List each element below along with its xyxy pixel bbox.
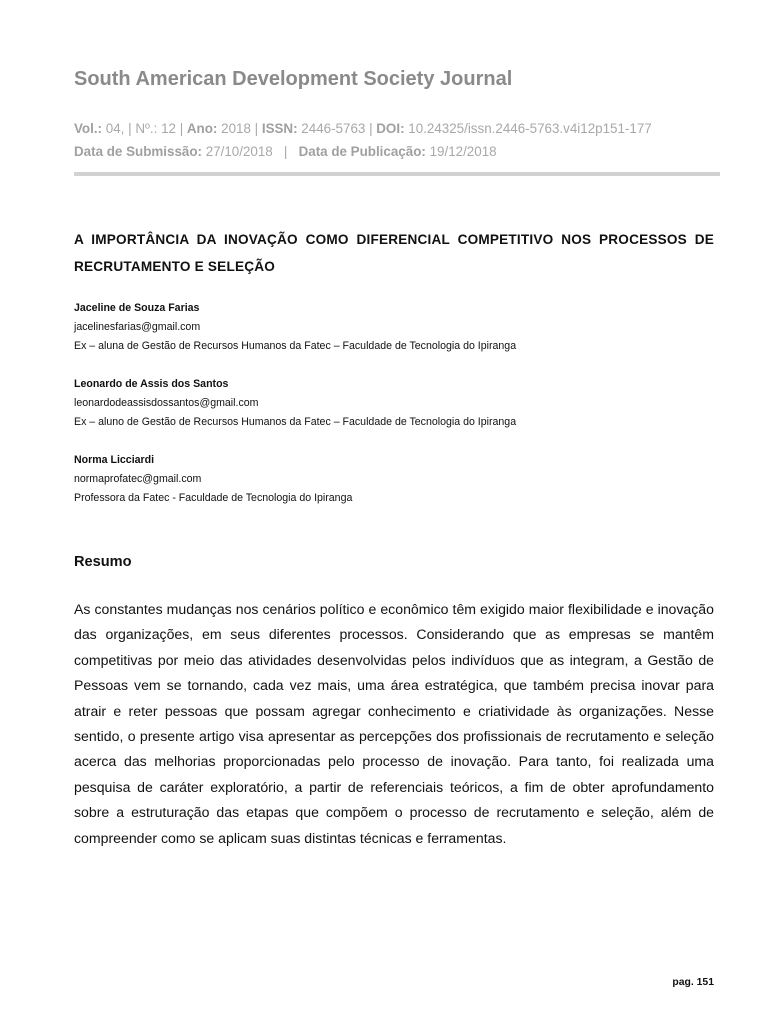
issn-value: 2446-5763 <box>301 121 366 136</box>
abstract-heading: Resumo <box>74 554 132 570</box>
publication-date-label: Data de Publicação: <box>298 144 426 159</box>
dates-meta-line: Data de Submissão: 27/10/2018 | Data de Publicação: 19/12/2018 <box>74 144 497 159</box>
author-affiliation: Ex – aluno de Gestão de Recursos Humanos da Fatec – Faculdade de Tecnologia do Ipiranga <box>74 416 517 428</box>
article-title: A IMPORTÂNCIA DA INOVAÇÃO COMO DIFERENCIAL COMPETITIVO NOS PROCESSOS DE RECRUTAMENTO E SELEÇÃO <box>74 232 714 274</box>
submission-date-value: 27/10/2018 <box>205 144 273 159</box>
paper-page <box>74 0 714 1024</box>
doi-value: 10.24325/issn.2446-5763.v4i12p151-177 <box>408 121 652 136</box>
author-list <box>74 299 714 527</box>
author-name: Leonardo de Assis dos Santos <box>74 378 229 390</box>
doi-label: DOI: <box>376 121 405 136</box>
journal-title: South American Development Society Journal <box>74 68 513 90</box>
abstract-text: As constantes mudanças nos cenários político e econômico têm exigido maior flexibilidade e inovação das organizações, em seus diferentes processos. Considerando que as empresas se mantêm competitivas por meio das atividades desenvolvidas pelos indivíduos que as integram, a Gestão de Pessoas vem se tornando, cada vez mais, uma área estratégica, que também precisa inovar para atrair e reter pessoas que possam agregar conhecimento e criatividade às organizações. Nesse sentido, o presente artigo visa apresentar as percepções dos profissionais de recrutamento e seleção acerca das melhorias proporcionadas pelo processo de inovação. Para tanto, foi realizada uma pesquisa de caráter exploratório, a partir de referenciais teóricos, a fim de obter aprofundamento sobre a estruturação das etapas que compõem o processo de recrutamento e seleção, além de compreender como se aplicam suas distintas técnicas e ferramentas. <box>74 601 714 846</box>
issn-label: ISSN: <box>261 121 298 136</box>
author-block <box>74 375 714 432</box>
number-value: 12 <box>161 121 176 136</box>
author-block <box>74 451 714 508</box>
year-label: Ano: <box>186 121 218 136</box>
author-name: Norma Licciardi <box>74 454 155 466</box>
author-email: jacelinesfarias@gmail.com <box>74 321 201 333</box>
author-email: leonardodeassisdossantos@gmail.com <box>74 397 259 409</box>
volume-value: 04, <box>105 121 125 136</box>
author-block <box>74 299 714 356</box>
header-divider <box>74 172 720 176</box>
author-affiliation: Ex – aluna de Gestão de Recursos Humanos da Fatec – Faculdade de Tecnologia do Ipiranga <box>74 340 517 352</box>
submission-date-label: Data de Submissão: <box>74 144 202 159</box>
author-name: Jaceline de Souza Farias <box>74 302 200 314</box>
author-affiliation: Professora da Fatec - Faculdade de Tecnologia do Ipiranga <box>74 492 353 504</box>
page-number: pag. 151 <box>672 977 714 988</box>
author-email: normaprofatec@gmail.com <box>74 473 202 485</box>
volume-label: Vol.: <box>74 121 103 136</box>
number-label: | Nº.: <box>128 121 158 136</box>
year-value: 2018 <box>221 121 251 136</box>
publication-meta-line: Vol.: 04, | Nº.: 12 | Ano: 2018 | ISSN: 2446-5763 | DOI: 10.24325/issn.2446-5763.v4i12p151-177 <box>74 121 652 136</box>
publication-date-value: 19/12/2018 <box>429 144 497 159</box>
